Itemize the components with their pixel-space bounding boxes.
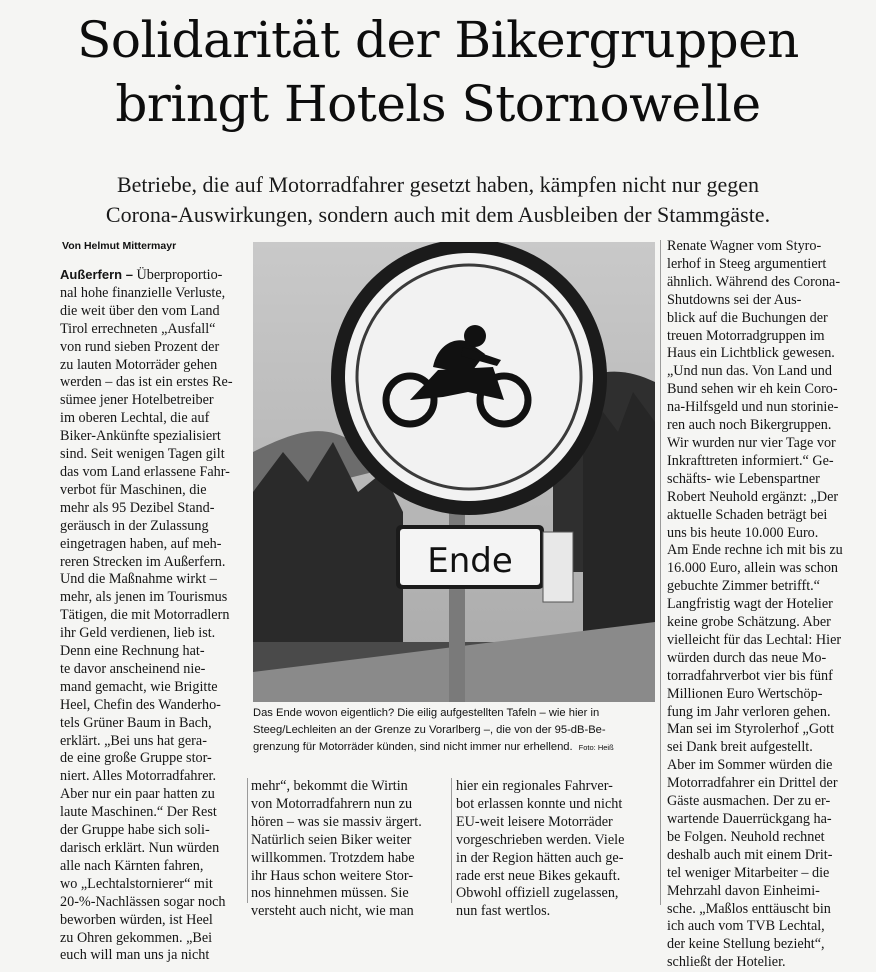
text-line: mehr als 95 Dezibel Stand-: [60, 499, 215, 516]
text-line: zu lauten Motorräder gehen: [60, 356, 218, 373]
text-line: eingetragen haben, auf meh-: [60, 535, 222, 552]
text-line: reren Strecken im Außerfern.: [60, 553, 226, 570]
text-line: sche. „Maßlos enttäuscht bin: [667, 900, 831, 917]
text-line: laute Maschinen.“ Der Rest: [60, 804, 217, 821]
subheadline-line-1: Betriebe, die auf Motorradfahrer gesetzt haben, kämpfen nicht nur gegen: [116, 172, 759, 197]
text-line: Und die Maßnahme wirkt –: [60, 571, 217, 588]
text-line: Biker-Ankünfte spezialisiert: [60, 428, 221, 445]
byline: Von Helmut Mittermayr: [62, 240, 177, 252]
text-line: treuen Motorradgruppen im: [667, 327, 825, 344]
text-line: mehr, als jenen im Tourismus: [60, 589, 228, 606]
text-line: zu Ohren gekommen. „Bei: [60, 929, 213, 946]
subheadline-line-2: Corona-Auswirkungen, sondern auch mit dem Ausbleiben der Stammgäste.: [105, 202, 771, 227]
text-line: wartende Dauerrückgang ha-: [667, 811, 832, 827]
caption-line-1: Das Ende wovon eigentlich? Die eilig aufgestellten Tafeln – wie hier in: [253, 707, 600, 719]
text-line: niert. Alles Motorradfahrer.: [60, 768, 217, 785]
text-line: Tätigen, die mit Motorradlern: [60, 607, 230, 624]
text-line: ren auch noch Bikergruppen.: [667, 417, 832, 434]
column-divider: [660, 240, 661, 905]
text-line: der keine Stellung bezieht“,: [667, 936, 825, 953]
text-line: Aber im Sommer würden die: [667, 757, 833, 774]
text-line: euch will man uns ja nicht: [60, 947, 210, 964]
text-line: mehr“, bekommt die Wirtin: [251, 778, 408, 794]
text-line: wo „Lechtalstornierer“ mit: [60, 875, 213, 892]
text-line: te davor anscheinend nie-: [60, 660, 206, 677]
text-line: alle nach Kärnten fahren,: [60, 857, 204, 874]
text-line: in der Region hätten auch ge-: [456, 849, 624, 866]
text-line: beworben würden, ist Heel: [60, 911, 213, 928]
text-line: Renate Wagner vom Styro-: [667, 238, 822, 254]
text-line: geräusch in der Zulassung: [60, 517, 209, 534]
text-line: Gäste ausmachen. Der zu er-: [667, 793, 831, 810]
headline-line-2: bringt Hotels Stornowelle: [115, 75, 761, 133]
text-line: Millionen Euro Wertschöp-: [667, 685, 823, 702]
text-line: Man sei im Styrolerhof „Gott: [667, 721, 835, 738]
text-line: ähnlich. Während des Corona-: [667, 273, 841, 290]
text-line: sei Dank breit aufgestellt.: [667, 739, 813, 756]
text-line: erklärt. „Bei uns hat gera-: [60, 732, 207, 749]
text-line: fung im Jahr verloren gehen.: [667, 703, 831, 720]
text-line: willkommen. Trotzdem habe: [251, 849, 415, 866]
text-line: Denn eine Rechnung hat-: [60, 643, 205, 660]
text-line: Am Ende rechne ich mit bis zu: [667, 542, 843, 559]
text-line: tel weniger Mitarbeiter – die: [667, 864, 830, 881]
text-line: Robert Neuhold ergänzt: „Der: [667, 488, 839, 505]
text-line: Bund sehen wir eh kein Coro-: [667, 381, 838, 398]
body-column-2: [251, 778, 447, 921]
text-line: ihr Geld verdienen, lieb ist.: [60, 625, 216, 642]
text-line: ich auch vom TVB Lechtal,: [667, 918, 825, 935]
text-line: Tirol errechneten „Ausfall“: [60, 320, 216, 337]
text-line: Wir wurden nur vier Tage vor: [667, 434, 836, 451]
text-line: be Folgen. Neuhold rechnet: [667, 828, 825, 845]
text-line: gebuchte Zimmer betrifft.“: [667, 578, 820, 595]
text-line: von rund sieben Prozent der: [60, 338, 220, 355]
text-line: Aber nur ein paar hatten zu: [60, 786, 215, 803]
text-line: würden durch das neue Mo-: [667, 649, 827, 666]
text-line: tels Grüner Baum in Bach,: [60, 714, 212, 731]
text-line: von Motorradfahrern nun zu: [251, 795, 413, 812]
text-line: Langfristig wagt der Hotelier: [667, 596, 833, 613]
photo-credit: Foto: Heiß: [578, 743, 614, 752]
body-column-1: [60, 266, 240, 965]
text-line: Motorradfahrer ein Drittel der: [667, 775, 838, 792]
text-line: hier ein regionales Fahrver-: [456, 778, 613, 794]
text-line: aktuelle Schaden beträgt bei: [667, 506, 828, 523]
column-divider: [247, 778, 248, 903]
text-line: ihr Haus schon weitere Stor-: [251, 867, 414, 884]
text-line: Haus ein Lichtblick gewesen.: [667, 345, 835, 362]
text-line: sind. Seit wenigen Tagen gilt: [60, 446, 225, 463]
text-line: 16.000 Euro, allein was schon: [667, 560, 839, 577]
article-subheadline: [0, 170, 876, 230]
text-line: schäfts- wie Lebenspartner: [667, 470, 820, 487]
text-line: bot erlassen konnte und nicht: [456, 795, 623, 812]
text-line: nal hohe finanzielle Verluste,: [60, 284, 226, 301]
text-line: uns bis heute 10.000 Euro.: [667, 524, 819, 541]
text-line: im oberen Lechtal, die auf: [60, 410, 210, 427]
text-line: Außerfern – Überproportio-: [60, 267, 223, 283]
text-line: deshalb auch mit einem Drit-: [667, 846, 833, 863]
text-line: Shutdowns sei der Aus-: [667, 291, 802, 308]
text-line: die weit über den vom Land: [60, 302, 220, 319]
article-headline: [0, 8, 876, 136]
headline-line-1: Solidarität der Bikergruppen: [77, 11, 799, 69]
body-column-3: [456, 778, 652, 921]
text-line: werden – das ist ein erstes Re-: [60, 374, 233, 391]
text-line: rade erst neue Bikes gekauft.: [456, 867, 621, 884]
text-line: na-Hilfsgeld und nun storinie-: [667, 399, 839, 416]
text-line: „Und nun das. Von Land und: [667, 363, 832, 380]
text-line: vielleicht für das Lechtal: Hier: [667, 631, 842, 648]
text-line: lerhof in Steeg argumentiert: [667, 255, 827, 272]
caption-line-2: Steeg/Lechleiten an der Grenze zu Vorarlberg –, die von der 95-dB-Be-: [253, 724, 606, 736]
text-line: nun fast wertlos.: [456, 903, 551, 920]
text-line: das vom Land erlassene Fahr-: [60, 463, 230, 480]
text-line: Heel, Chefin des Wanderho-: [60, 696, 221, 713]
text-line: sümee jener Hotelbetreiber: [60, 392, 214, 409]
column-divider: [451, 778, 452, 903]
dateline: Außerfern –: [60, 267, 133, 282]
text-line: darisch erklärt. Nun würden: [60, 840, 220, 856]
text-line: hören – was sie massiv ärgert.: [251, 813, 422, 830]
text-line: de eine große Gruppe stor-: [60, 750, 212, 767]
body-column-4: [667, 238, 863, 972]
text-line: Inkrafttreten informiert.“ Ge-: [667, 452, 834, 469]
text-line: mand gemacht, wie Brigitte: [60, 678, 218, 695]
text-line: EU-weit leisere Motorräder: [456, 813, 613, 830]
caption-line-3: grenzung für Motorräder künden, sind nicht immer nur erhellend. Foto: Heiß: [253, 741, 614, 753]
no-motorcycles-sign-photo: [253, 242, 655, 702]
text-line: 20-%-Nachlässen sogar noch: [60, 893, 226, 910]
sign-text: Ende: [427, 541, 513, 581]
text-line: vorgeschrieben werden. Viele: [456, 831, 625, 848]
text-line: Mehrzahl davon Einheimi-: [667, 882, 820, 899]
text-line: der Gruppe habe sich soli-: [60, 822, 210, 839]
text-line: schließt der Hotelier.: [667, 954, 786, 971]
text-line: nos hinnehmen müssen. Sie: [251, 885, 409, 902]
text-line: torradfahrverbot vier bis fünf: [667, 667, 833, 684]
text-line: blick auf die Buchungen der: [667, 309, 828, 326]
text-line: verbot für Maschinen, die: [60, 481, 207, 498]
text-line: Natürlich seien Biker weiter: [251, 831, 412, 848]
text-line: versteht auch nicht, wie man: [251, 903, 414, 920]
photo-caption: [253, 705, 657, 756]
article-photo: [253, 242, 655, 702]
text-line: keine grobe Schätzung. Aber: [667, 614, 831, 631]
text-line: Obwohl offiziell zugelassen,: [456, 885, 619, 902]
